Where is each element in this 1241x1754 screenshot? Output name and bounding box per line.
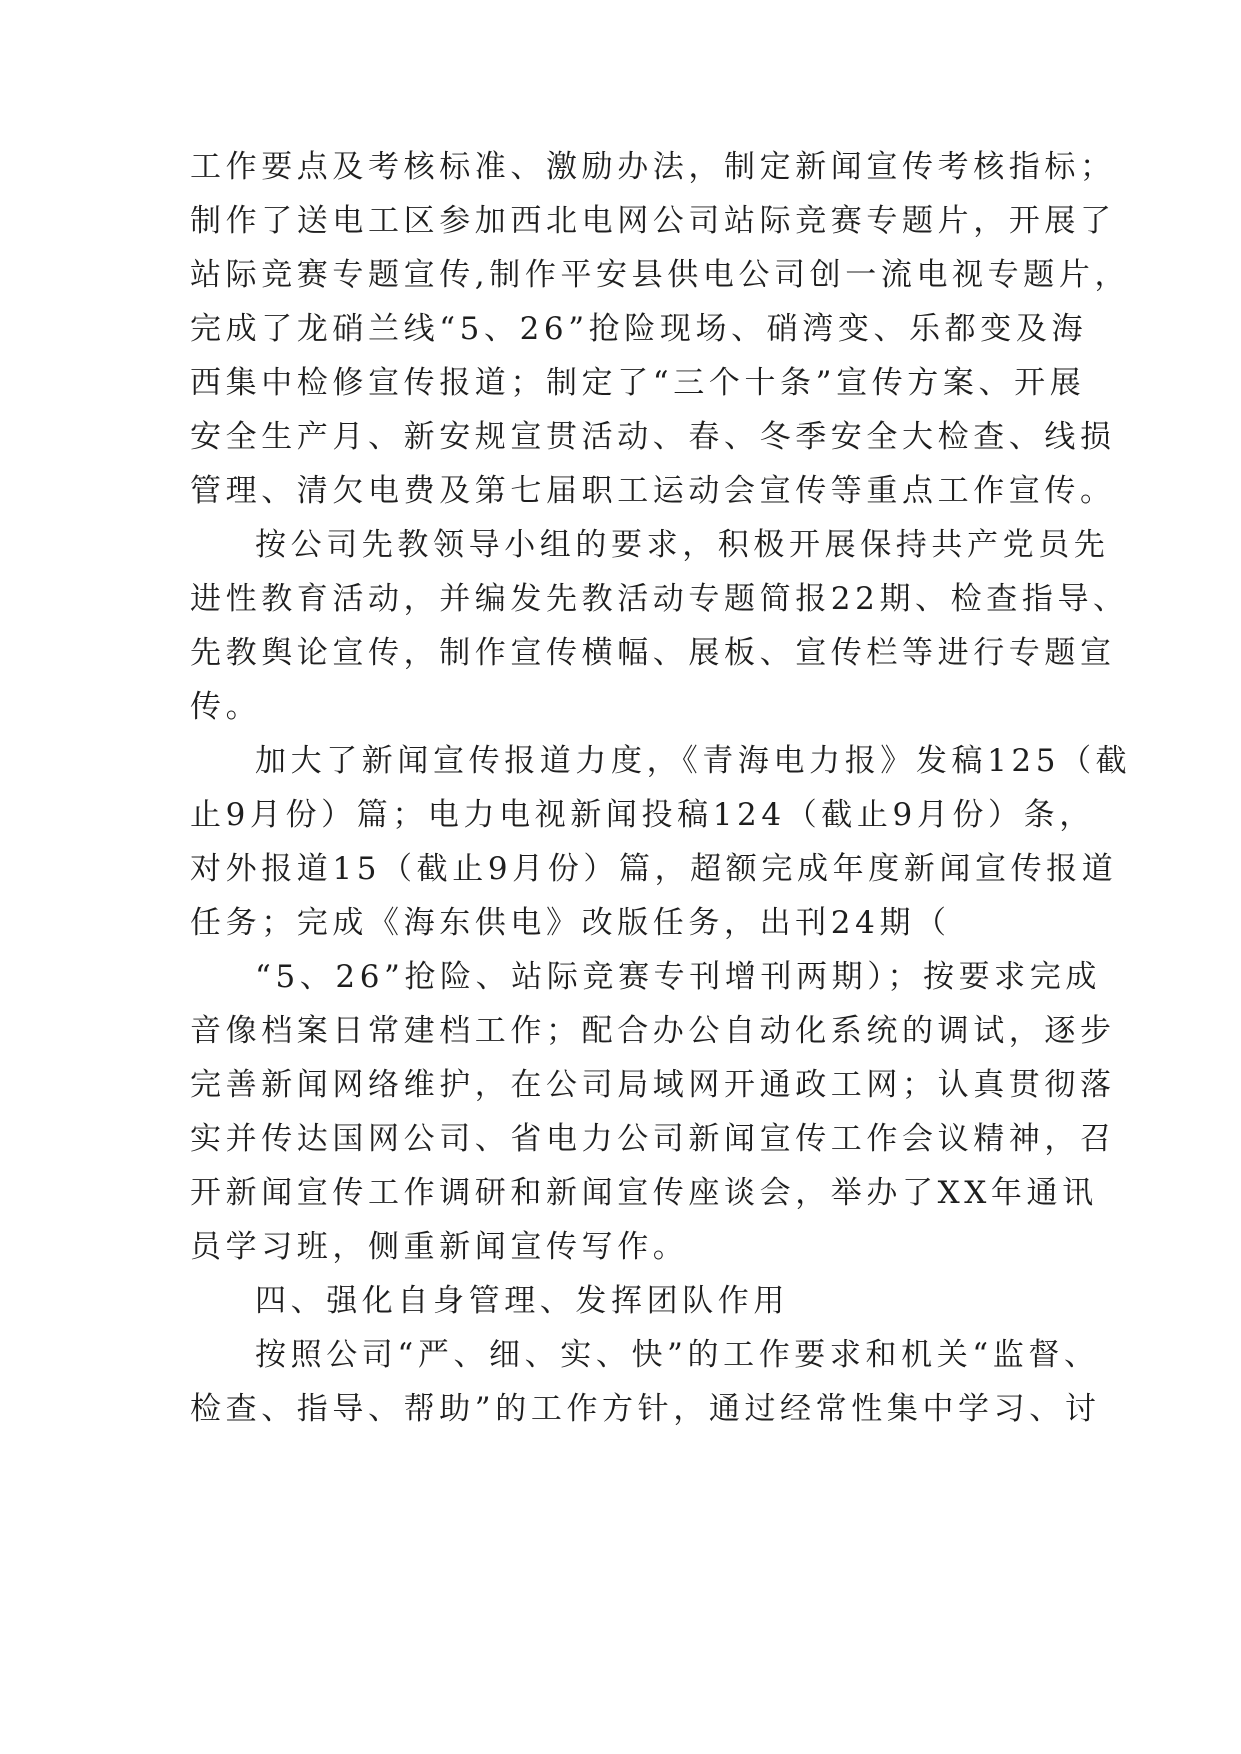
- text-line: 实并传达国网公司、省电力公司新闻宣传工作会议精神，召: [190, 1121, 1116, 1157]
- text-line: 开新闻宣传工作调研和新闻宣传座谈会，举办了XX年通讯: [190, 1175, 1098, 1211]
- text-line: “5、26”抢险、站际竞赛专刊增刊两期）；按要求完成: [255, 959, 1101, 995]
- text-line: 制作了送电工区参加西北电网公司站际竞赛专题片，开展了: [190, 203, 1116, 239]
- text-line: 进性教育活动，并编发先教活动专题简报22期、检查指导、: [190, 581, 1129, 617]
- text-line: 加大了新闻宣传报道力度，《青海电力报》发稿125（截: [255, 743, 1132, 779]
- text-line: 传。: [190, 689, 262, 725]
- text-line: 安全生产月、新安规宣贯活动、春、冬季安全大检查、线损: [190, 419, 1116, 455]
- text-line: 对外报道15（截止9月份）篇，超额完成年度新闻宣传报道: [190, 851, 1118, 887]
- text-line: 任务；完成《海东供电》改版任务，出刊24期（: [190, 905, 951, 941]
- text-line: 按照公司“严、细、实、快”的工作要求和机关“监督、: [255, 1337, 1100, 1373]
- text-line: 西集中检修宣传报道；制定了“三个十条”宣传方案、开展: [190, 365, 1086, 401]
- text-line: 按公司先教领导小组的要求，积极开展保持共产党员先: [255, 527, 1110, 563]
- text-line: 站际竞赛专题宣传,制作平安县供电公司创一流电视专题片，: [190, 257, 1131, 293]
- text-line: 音像档案日常建档工作；配合办公自动化系统的调试，逐步: [190, 1013, 1116, 1049]
- section-heading: 四、强化自身管理、发挥团队作用: [255, 1283, 789, 1319]
- text-line: 先教舆论宣传，制作宣传横幅、展板、宣传栏等进行专题宣: [190, 635, 1116, 671]
- text-line: 完善新闻网络维护，在公司局域网开通政工网；认真贯彻落: [190, 1067, 1116, 1103]
- text-line: 止9月份）篇；电力电视新闻投稿124（截止9月份）条，: [190, 797, 1095, 833]
- text-line: 员学习班，侧重新闻宣传写作。: [190, 1229, 689, 1265]
- text-line: 检查、指导、帮助”的工作方针，通过经常性集中学习、讨: [190, 1391, 1101, 1427]
- text-line: 工作要点及考核标准、激励办法，制定新闻宣传考核指标；: [190, 149, 1116, 185]
- text-line: 完成了龙硝兰线“5、26”抢险现场、硝湾变、乐都变及海: [190, 311, 1088, 347]
- text-line: 管理、清欠电费及第七届职工运动会宣传等重点工作宣传。: [190, 473, 1116, 509]
